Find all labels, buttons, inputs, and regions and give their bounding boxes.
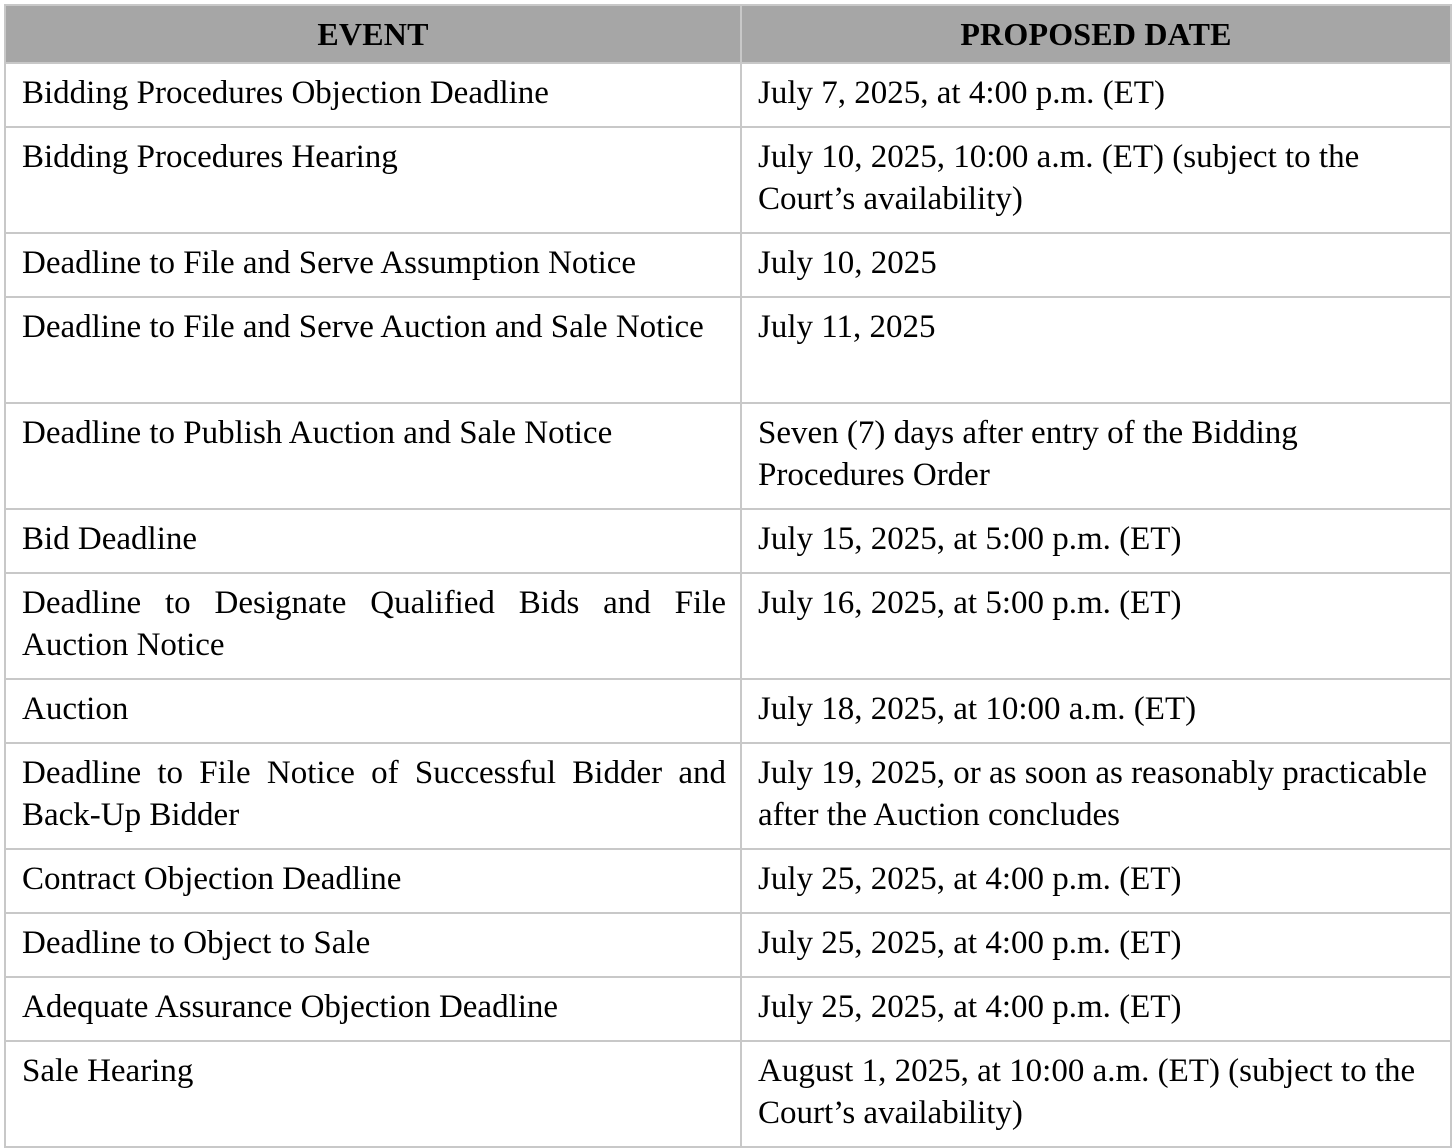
event-cell: Bidding Procedures Objection Deadline <box>5 63 741 127</box>
column-header-proposed-date: PROPOSED DATE <box>741 5 1451 63</box>
table-row <box>5 127 1451 233</box>
table-row <box>5 63 1451 127</box>
column-header-event: EVENT <box>5 5 741 63</box>
table-row <box>5 679 1451 743</box>
date-cell: July 10, 2025 <box>741 233 1451 297</box>
table-header <box>5 5 1451 63</box>
event-cell: Contract Objection Deadline <box>5 849 741 913</box>
table-row <box>5 297 1451 403</box>
event-cell: Deadline to File and Serve Auction and Sale Notice <box>5 297 741 403</box>
event-cell: Deadline to File Notice of Successful Bidder and Back-Up Bidder <box>5 743 741 849</box>
table-body <box>5 63 1451 1147</box>
table-row <box>5 403 1451 509</box>
event-cell: Auction <box>5 679 741 743</box>
event-cell: Bid Deadline <box>5 509 741 573</box>
table-row <box>5 1041 1451 1147</box>
schedule-table <box>4 4 1452 1148</box>
table-row <box>5 849 1451 913</box>
date-cell: July 15, 2025, at 5:00 p.m. (ET) <box>741 509 1451 573</box>
event-cell: Deadline to Designate Qualified Bids and File Auction Notice <box>5 573 741 679</box>
table-row <box>5 913 1451 977</box>
date-cell: July 19, 2025, or as soon as reasonably practicable after the Auction concludes <box>741 743 1451 849</box>
event-cell: Adequate Assurance Objection Deadline <box>5 977 741 1041</box>
event-cell: Bidding Procedures Hearing <box>5 127 741 233</box>
event-cell: Deadline to Publish Auction and Sale Notice <box>5 403 741 509</box>
date-cell: July 25, 2025, at 4:00 p.m. (ET) <box>741 849 1451 913</box>
table-row <box>5 743 1451 849</box>
date-cell: July 10, 2025, 10:00 a.m. (ET) (subject to the Court’s availability) <box>741 127 1451 233</box>
date-cell: July 18, 2025, at 10:00 a.m. (ET) <box>741 679 1451 743</box>
date-cell: July 11, 2025 <box>741 297 1451 403</box>
date-cell: Seven (7) days after entry of the Bidding Procedures Order <box>741 403 1451 509</box>
table-row <box>5 233 1451 297</box>
date-cell: July 7, 2025, at 4:00 p.m. (ET) <box>741 63 1451 127</box>
date-cell: July 25, 2025, at 4:00 p.m. (ET) <box>741 913 1451 977</box>
header-row <box>5 5 1451 63</box>
event-cell: Deadline to Object to Sale <box>5 913 741 977</box>
date-cell: August 1, 2025, at 10:00 a.m. (ET) (subject to the Court’s availability) <box>741 1041 1451 1147</box>
table-row <box>5 977 1451 1041</box>
table-row <box>5 509 1451 573</box>
event-cell: Deadline to File and Serve Assumption Notice <box>5 233 741 297</box>
date-cell: July 16, 2025, at 5:00 p.m. (ET) <box>741 573 1451 679</box>
event-cell: Sale Hearing <box>5 1041 741 1147</box>
date-cell: July 25, 2025, at 4:00 p.m. (ET) <box>741 977 1451 1041</box>
table-row <box>5 573 1451 679</box>
